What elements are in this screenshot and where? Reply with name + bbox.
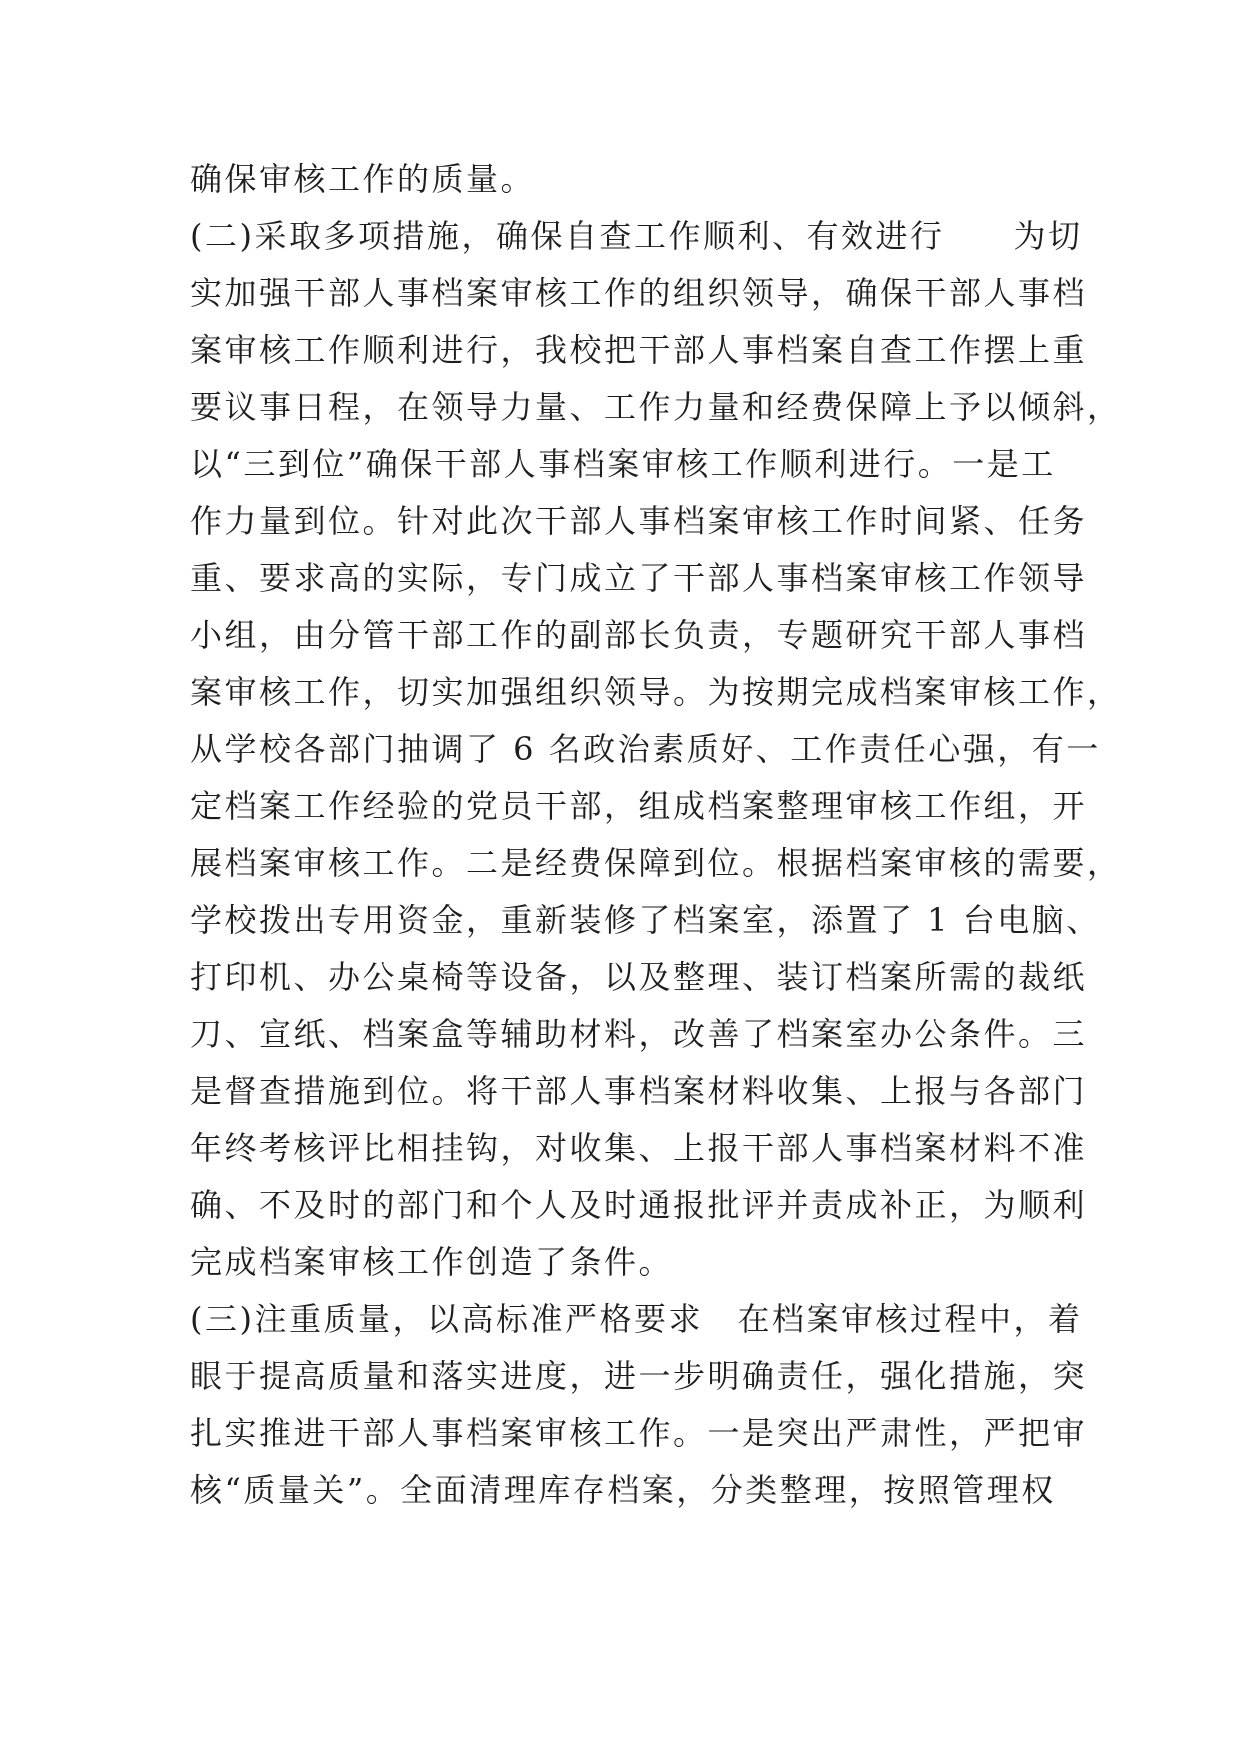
- text-line: 定档案工作经验的党员干部，组成档案整理审核工作组，开: [190, 787, 1088, 825]
- text-line: 案审核工作，切实加强组织领导。为按期完成档案审核工作，: [190, 673, 1122, 711]
- text-line: 刀、宣纸、档案盒等辅助材料，改善了档案室办公条件。三: [190, 1015, 1088, 1053]
- text-line: 年终考核评比相挂钩，对收集、上报干部人事档案材料不准: [190, 1129, 1088, 1167]
- text-line: 扎实推进干部人事档案审核工作。一是突出严肃性，严把审: [190, 1414, 1088, 1452]
- text-line: 以“三到位”确保干部人事档案审核工作顺利进行。一是工: [190, 445, 1056, 483]
- text-line: 眼于提高质量和落实进度，进一步明确责任，强化措施，突: [190, 1357, 1088, 1395]
- section-heading-3: (三)注重质量，以高标准严格要求 在档案审核过程中，着: [190, 1300, 1083, 1338]
- text-line: 是督查措施到位。将干部人事档案材料收集、上报与各部门: [190, 1072, 1088, 1110]
- text-line: 要议事日程，在领导力量、工作力量和经费保障上予以倾斜，: [190, 388, 1122, 426]
- text-line: 确保审核工作的质量。: [190, 160, 536, 198]
- text-line: 确、不及时的部门和个人及时通报批评并责成补正，为顺利: [190, 1186, 1088, 1224]
- text-line: 核“质量关”。全面清理库存档案，分类整理，按照管理权: [190, 1471, 1056, 1509]
- text-line: 学校拨出专用资金，重新装修了档案室，添置了 1 台电脑、: [190, 901, 1101, 939]
- text-line: 小组，由分管干部工作的副部长负责，专题研究干部人事档: [190, 616, 1088, 654]
- body-text: [190, 151, 1122, 1519]
- text-line: 案审核工作顺利进行，我校把干部人事档案自查工作摆上重: [190, 331, 1088, 369]
- section-heading-2: (二)采取多项措施，确保自查工作顺利、有效进行 为切: [190, 217, 1083, 255]
- text-line: 从学校各部门抽调了 6 名政治素质好、工作责任心强，有一: [190, 730, 1101, 768]
- text-line: 重、要求高的实际，专门成立了干部人事档案审核工作领导: [190, 559, 1088, 597]
- text-line: 打印机、办公桌椅等设备，以及整理、装订档案所需的裁纸: [190, 958, 1088, 996]
- text-line: 作力量到位。针对此次干部人事档案审核工作时间紧、任务: [190, 502, 1088, 540]
- text-line: 完成档案审核工作创造了条件。: [190, 1243, 674, 1281]
- text-line: 实加强干部人事档案审核工作的组织领导，确保干部人事档: [190, 274, 1088, 312]
- text-line: 展档案审核工作。二是经费保障到位。根据档案审核的需要，: [190, 844, 1122, 882]
